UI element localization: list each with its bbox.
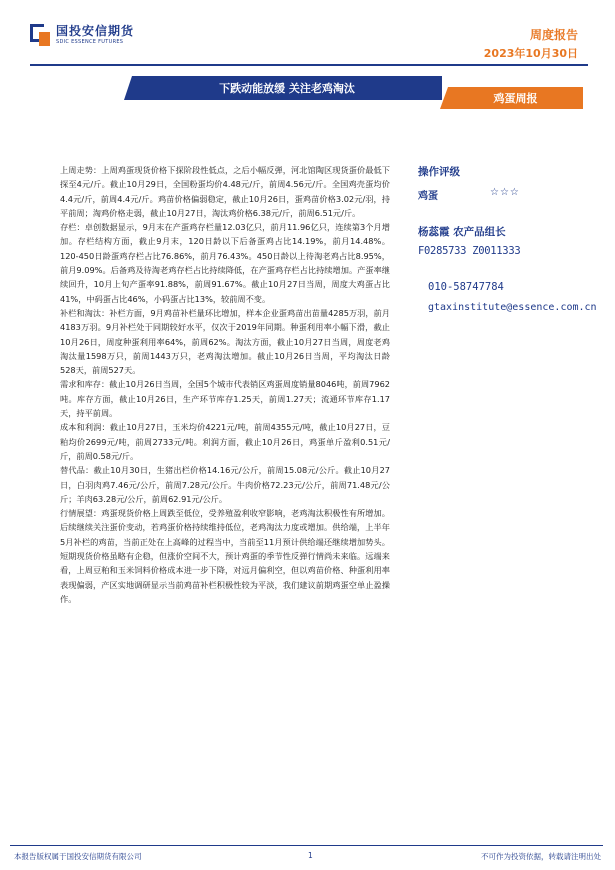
report-category: 鸡蛋周报	[493, 92, 538, 105]
rating-stars-icon: ☆☆☆	[490, 187, 520, 198]
rating-label: 操作评级	[418, 166, 460, 178]
rating-row	[418, 187, 608, 202]
footer-divider	[10, 845, 603, 846]
paragraph-weekly-trend: 上周走势：上周鸡蛋现货价格下探阶段性低点，之后小幅反弹，河北馆陶区现货蛋价最低下探至4元/斤。截止10月29日，全国粉蛋均价4.48元/斤，前周4.56元/斤。全国鸡壳蛋均价4.4元/斤，前周4.4元/斤。鸡苗价格偏弱稳定，截止10月26日，蛋鸡苗价格3.02元/羽，持平前周；淘鸡价格走弱，截止10月27日，淘汰鸡价格6.38元/斤，前周6.51元/斤。	[60, 165, 390, 218]
report-body	[60, 163, 390, 606]
page-number: 1	[308, 851, 313, 860]
paragraph-demand-stock: 需求和库存：截止10月26日当周，全国5个城市代表销区鸡蛋周度销量8046吨，前周7962吨。库存方面，截止10月26日，生产环节库存1.25天，前周1.27天；流通环节库存1.17天，持平前周。	[60, 379, 390, 419]
rating-product: 鸡蛋	[418, 191, 438, 202]
analyst-license-codes: F0285733 Z0011333	[418, 245, 521, 257]
report-title: 下跌动能放缓 关注老鸡淘汰	[219, 82, 355, 95]
header-divider	[30, 64, 588, 66]
logo-en-name: SDIC ESSENCE FUTURES	[56, 39, 124, 45]
contact-email[interactable]: gtaxinstitute@essence.com.cn	[428, 302, 597, 313]
report-title-banner	[132, 76, 442, 100]
logo-icon	[30, 24, 50, 46]
report-type: 周度报告	[529, 28, 578, 42]
report-category-tag	[448, 87, 583, 109]
paragraph-inventory: 存栏：卓创数据显示，9月末在产蛋鸡存栏量12.03亿只，前月11.96亿只，连续第3个月增加。存栏结构方面，截止9月末，120日龄以下后备蛋鸡占比14.19%，前月14.48%。120-450日龄蛋鸡存栏占比76.86%，前月76.43%。450日龄以上待淘老鸡占比8.95%，前月9.09%。后备鸡及待淘老鸡存栏占比持续降低，在产蛋鸡存栏占比持续增加。产蛋率继续回升，10月上旬产蛋率91.88%，前周91.67%。截止10月27日当周，周度大鸡蛋占比41%，中码蛋占比46%，小码蛋占比13%，较前周不变。	[60, 222, 390, 304]
paragraph-cost-profit: 成本和利润：截止10月27日，玉米均价4221元/吨，前周4355元/吨，截止10月27日，豆粕均价2699元/吨，前周2733元/吨。利润方面，截止10月26日，鸡蛋单斤盈利0.51元/斤，前周0.58元/斤。	[60, 422, 390, 461]
analyst-name: 杨蕊霞 农产品组长	[418, 226, 506, 238]
logo-cn-name: 国投安信期货	[56, 24, 135, 38]
contact-phone: 010-58747784	[428, 281, 504, 293]
footer-copyright: 本报告版权属于国投安信期货有限公司	[14, 852, 142, 861]
paragraph-substitutes: 替代品：截止10月30日，生猪出栏价格14.16元/公斤，前周15.08元/公斤。截止10月27日，白羽肉鸡7.46元/公斤，前周7.28元/公斤。牛肉价格72.23元/公斤，前周71.48元/公斤；羊肉63.28元/公斤，前周62.91元/公斤。	[60, 465, 390, 504]
report-date: 2023年10月30日	[483, 47, 578, 60]
footer-disclaimer: 不可作为投资依据，转载请注明出处	[481, 852, 601, 861]
sidebar	[418, 164, 608, 313]
company-logo	[30, 24, 134, 46]
paragraph-restock-culling: 补栏和淘汰：补栏方面，9月鸡苗补栏量环比增加，样本企业蛋鸡苗出苗量4285万羽，前月4183万羽。9月补栏处于同期较好水平，仅次于2019年同期。种蛋利用率小幅下滑，截止10月26日，周度种蛋利用率64%，前周62%。淘汰方面，截止10月27日当周，周度老鸡淘汰量1598万只，前周1443万只，老鸡淘汰增加。截止10月26日当周，平均淘汰日龄528天，前周527天。	[60, 307, 390, 376]
paragraph-outlook: 行情展望：鸡蛋现货价格上周跌至低位，受养殖盈利收窄影响，老鸡淘汰积极性有所增加。后续继续关注蛋价变动，若鸡蛋价格持续维持低位，老鸡淘汰力度或增加。供给端，上半年5月补栏的鸡苗，当前正处在上高峰的过程当中，当前至11月预计供给端还继续增加势头。短期现货价格虽略有企稳，但涨价空间不大，预计鸡蛋的季节性反弹行情尚未来临。远端来看，上周豆粕和玉米饲料价格成本进一步下降，对远月偏利空，但以鸡苗价格、种蛋利用率表现偏弱，产区实地调研显示当前鸡苗补栏积极性较为平淡，我们建议前期鸡蛋空单止盈操作。	[60, 508, 390, 604]
